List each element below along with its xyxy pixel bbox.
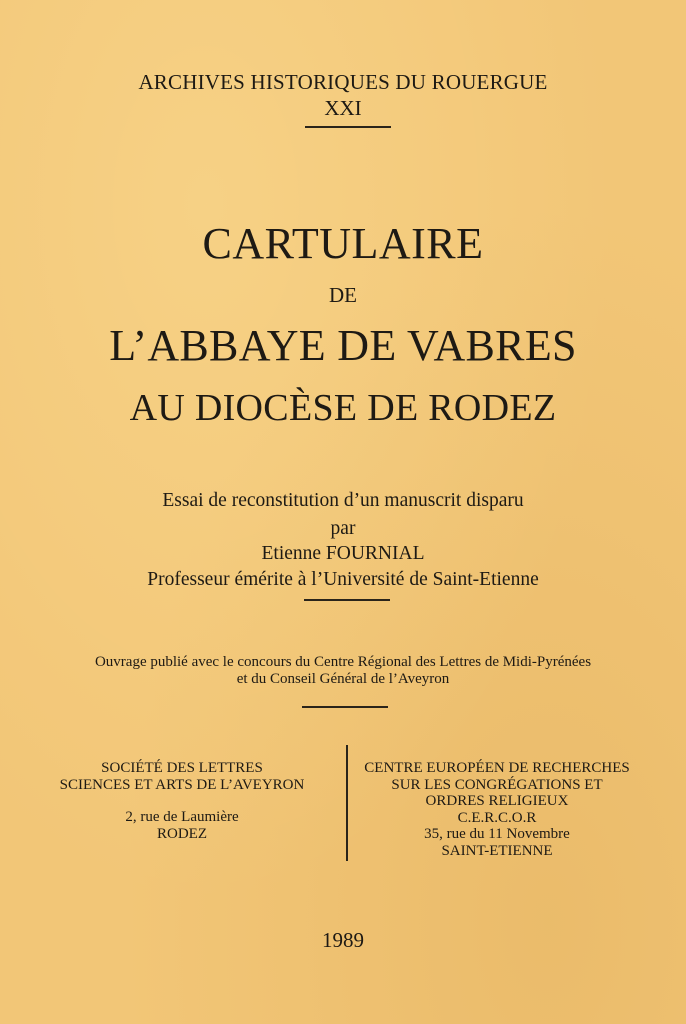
divider-rule	[305, 126, 391, 128]
column-divider	[346, 745, 348, 861]
title-line-4: AU DIOCÈSE DE RODEZ	[129, 387, 557, 429]
publisher-left-address: 2, rue de Laumière	[125, 809, 239, 825]
series-title: ARCHIVES HISTORIQUES DU ROUERGUE	[138, 70, 548, 94]
title-line-3: L’ABBAYE DE VABRES	[109, 321, 577, 370]
publication-year: 1989	[322, 928, 364, 952]
subtitle-text: Essai de reconstitution d’un manuscrit disparu	[162, 490, 524, 511]
title-line-2: DE	[329, 283, 357, 307]
publisher-left-line-1: SOCIÉTÉ DES LETTRES	[101, 760, 263, 776]
title-line-1: CARTULAIRE	[202, 219, 484, 268]
publisher-right-line-1: CENTRE EUROPÉEN DE RECHERCHES	[364, 760, 630, 776]
divider-rule	[304, 599, 390, 601]
author-name: Etienne FOURNIAL	[261, 543, 425, 564]
author-affiliation: Professeur émérite à l’Université de Saint-Etienne	[147, 569, 539, 590]
publisher-right-city: SAINT-ETIENNE	[441, 842, 553, 859]
publication-note-line-2: et du Conseil Général de l’Aveyron	[236, 671, 450, 687]
publisher-right-address: 35, rue du 11 Novembre	[424, 826, 570, 842]
volume-number: XXI	[324, 96, 362, 120]
publisher-right-acronym: C.E.R.C.O.R	[457, 809, 537, 826]
publisher-right	[354, 760, 640, 859]
subtitle-par: par	[330, 518, 356, 539]
publisher-left-city: RODEZ	[157, 825, 207, 842]
publisher-right-line-2: SUR LES CONGRÉGATIONS ET	[391, 776, 603, 793]
divider-rule	[302, 706, 388, 708]
publisher-right-line-3: ORDRES RELIGIEUX	[425, 793, 569, 809]
publisher-left-line-2: SCIENCES ET ARTS DE L’AVEYRON	[59, 776, 305, 793]
publication-note-line-1: Ouvrage publié avec le concours du Centre Régional des Lettres de Midi-Pyrénées	[94, 654, 592, 670]
publisher-left	[40, 760, 324, 842]
